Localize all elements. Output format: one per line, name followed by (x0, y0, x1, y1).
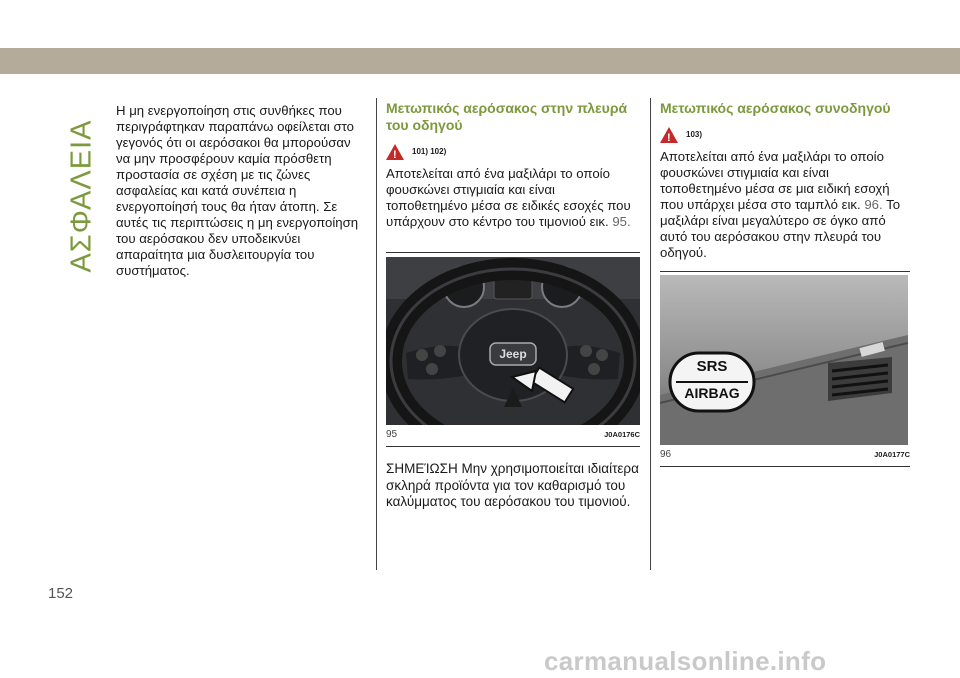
driver-airbag-heading: Μετωπικός αερόσακος στην πλευρά του οδηγού (386, 100, 628, 133)
warning-triangle-icon (660, 127, 678, 143)
watermark: carmanualsonline.info (544, 646, 827, 676)
jeep-logo-text: Jeep (499, 347, 527, 361)
driver-airbag-body (386, 166, 640, 230)
srs-label: SRS (696, 358, 728, 375)
steering-wheel-illustration (386, 257, 640, 425)
column-2 (386, 100, 640, 511)
caption-rule (660, 466, 910, 467)
figure-96-dashboard (660, 275, 908, 445)
figure-rule (386, 252, 640, 253)
fig-ref-95: 95. (612, 214, 631, 229)
figure-96-caption (660, 447, 910, 463)
warning-refs: 103) (686, 130, 703, 139)
column-1 (116, 103, 368, 279)
figure-code: J0A0176C (604, 430, 640, 439)
warning-row (660, 127, 910, 143)
column-divider-1 (376, 98, 377, 570)
warning-symbol: ! (393, 149, 397, 161)
note-text: ΣΗΜΕΊΩΣΗ Μην χρησιμοποιείται ιδιαίτερα σκληρά προϊόντα για τον καθαρισμό του καλύμματος του αερόσακου του τιμονιού. (386, 461, 639, 509)
figure-95-steering-wheel (386, 257, 640, 425)
figure-rule (660, 271, 910, 272)
col1-text: Η μη ενεργοποίηση στις συνθήκες που περιγράφτηκαν παραπάνω οφείλεται στο γεγονός ότι οι αερόσακοι θα μπορούσαν να μην προσφέρουν καμία πρόσθετη προστασία σε σχέση με τις ζώνες ασφαλείας και κατά συνέπεια η ενεργοποίησή τους θα ήταν άτοπη. Σε αυτές τις περιπτώσεις η μη ενεργοποίηση του αερόσακου δεν υποδεικνύει απαραίτητα μια δυσλειτουργία του συστήματος. (116, 103, 359, 278)
figure-number: 96 (660, 449, 672, 460)
fig-ref-96: 96. (864, 197, 883, 212)
driver-airbag-body-text: Αποτελείται από ένα μαξιλάρι το οποίο φουσκώνει στιγμιαία και είναι τοποθετημένο μέσα σε ειδικές εσοχές που υπάρχουν στο κέντρο του τιμονιού εικ. (386, 166, 631, 229)
airbag-label: AIRBAG (684, 385, 740, 401)
passenger-airbag-body-text-1: Αποτελείται από ένα μαξιλάρι το οποίο φουσκώνει στιγμιαία και είναι τοποθετημένο μέσα σε μια ειδική εσοχή που υπάρχει μέσα στο ταμπλό εικ. (660, 149, 890, 212)
column-3 (660, 100, 910, 467)
section-title (62, 98, 102, 568)
figure-number: 95 (386, 429, 398, 440)
column-divider-2 (650, 98, 651, 570)
section-title-text: ΑΣΦΑΛΕΙΑ (65, 119, 98, 273)
warning-symbol: ! (667, 132, 671, 144)
warning-triangle-icon (386, 144, 404, 160)
caption-rule (386, 446, 640, 447)
figure-code: J0A0177C (874, 450, 910, 459)
passenger-airbag-body (660, 149, 910, 261)
figure-95-caption (386, 427, 640, 443)
passenger-airbag-body-text-2: Το μαξιλάρι είναι μεγαλύτερο σε όγκο από αυτό του αερόσακου στην πλευρά του οδηγού. (660, 197, 901, 260)
warning-refs: 101) 102) (412, 147, 447, 156)
warning-row (386, 144, 640, 160)
header-bar (0, 48, 960, 74)
page-number: 152 (48, 585, 74, 602)
passenger-airbag-heading: Μετωπικός αερόσακος συνοδηγού (660, 100, 891, 116)
top-band (0, 0, 960, 74)
